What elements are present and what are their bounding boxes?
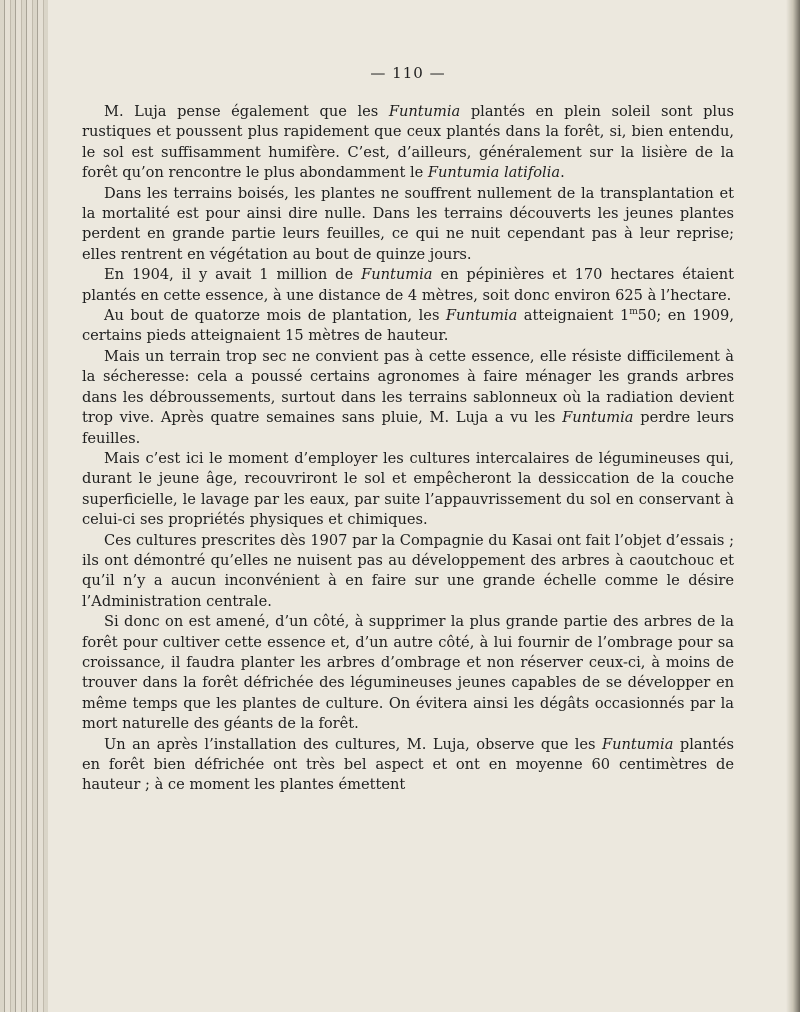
text-run: Mais un terrain trop sec ne convient pas à cette essence, elle résiste difficilement à la sécheresse: cela a poussé certains agronomes à faire ménager les grands arbres dans les débroussements, surtout dans les terrains sablonneux où la radiation devient trop vive. Après quatre semaines sans pluie, M. Luja a vu les: [82, 347, 734, 427]
text-run: Dans les terrains boisés, les plantes ne souffrent nullement de la transplantation et la mortalité est pour ainsi dire nulle. Dans les terrains découverts les jeunes plantes perdent en grande partie leurs feuilles, ce qui ne nuit cependant pas à leur reprise; elles rentrent en végétation au bout de quinze jours.: [82, 184, 734, 263]
paragraph: [82, 531, 734, 613]
text-run: Un an après l’installation des cultures, M. Luja, observe que les: [104, 735, 602, 753]
paragraph: [82, 265, 734, 306]
text-run: .: [560, 164, 565, 182]
paragraph: [82, 347, 734, 449]
text-body: [82, 102, 734, 796]
paragraph: [82, 612, 734, 734]
text-run: plantés en plein soleil sont plus rustiques et poussent plus rapidement que ceux plantés dans la forêt, si, bien entendu, le sol est suffisamment humifère. C’est, d’ailleurs, généralement sur la lisière de la forêt qu’on rencontre le plus abondamment le: [82, 103, 734, 182]
paragraph: [82, 735, 734, 796]
italic-term: Funtumia: [388, 103, 461, 120]
text-run: Au bout de quatorze mois de plantation, les: [104, 307, 446, 325]
superscript-unit: m: [629, 307, 638, 318]
text-run: perdre leurs feuilles.: [82, 409, 735, 447]
text-run: Mais c’est ici le moment d’employer les cultures intercalaires de légumineuses qui, durant le jeune âge, recouvriront le sol et empêcheront la dessiccation de la couche superficielle, le lavage par les eaux, par suite l’appauvrissement du sol en conservant à celui-ci ses propriétés physiques et chimiques.: [82, 449, 734, 529]
paragraph: [82, 184, 734, 266]
italic-term: Funtumia: [361, 266, 433, 284]
text-run: En 1904, il y avait 1 million de: [104, 266, 362, 284]
text-run: Si donc on est amené, d’un côté, à supprimer la plus grande partie des arbres de la forêt pour cultiver cette essence et, d’un autre côté, à lui fournir de l’ombrage pour sa croissance, il faudra planter les arbres d’ombrage et non réserver ceux-ci, à moins de trouver dans la forêt défrichée des légumineuses jeunes capables de se développer en même temps que les plantes de culture. On évitera ainsi les dégâts occasionnés par la mort naturelle des géants de la forêt.: [82, 613, 734, 733]
text-run: 50; en 1909, certains pieds atteignaient 15 mètres de hauteur.: [82, 307, 734, 345]
paragraph: [82, 306, 734, 347]
italic-term: Funtumia: [445, 307, 518, 325]
text-run: en pépinières et 170 hectares étaient plantés en cette essence, à une distance de 4 mètres, soit donc environ 625 à l’hectare.: [82, 266, 734, 304]
text-run: M. Luja pense également que les: [104, 103, 389, 120]
text-run: Ces cultures prescrites dès 1907 par la Compagnie du Kasai ont fait l’objet d’essais ; ils ont démontré qu’elles ne nuisent pas au développement des arbres à caoutchouc et qu’il n’y a aucun inconvénient à en faire sur une grande échelle comme le désire l’Administration centrale.: [82, 531, 734, 610]
book-binding-edge: [0, 0, 48, 1012]
book-page: [82, 64, 734, 796]
italic-term: Funtumia latifolia: [427, 164, 561, 182]
page-right-edge: [786, 0, 800, 1012]
italic-term: Funtumia: [562, 409, 634, 427]
italic-term: Funtumia: [602, 735, 674, 753]
paragraph: [82, 102, 734, 184]
page-number: — 110 —: [370, 64, 446, 82]
text-run: plantés en forêt bien défrichée ont très bel aspect et ont en moyenne 60 centimètres de hauteur ; à ce moment les plantes émettent: [82, 735, 734, 794]
text-run: atteignaient 1: [517, 307, 630, 325]
paragraph: [82, 449, 734, 531]
